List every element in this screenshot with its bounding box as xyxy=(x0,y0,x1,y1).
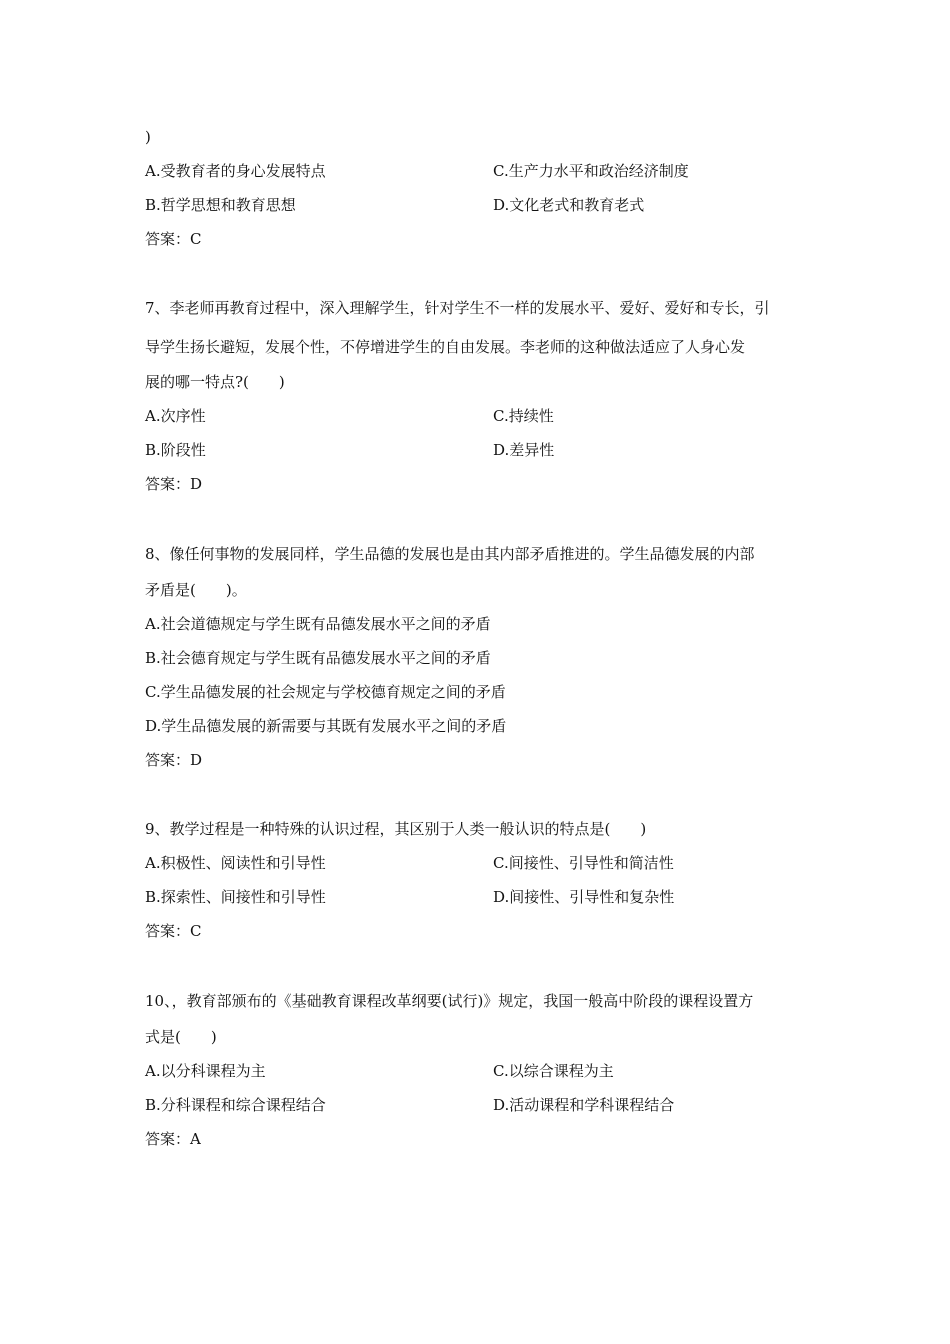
question-8-stem-line-2: 矛盾是( )。 xyxy=(145,581,247,599)
question-7-stem-line-2: 导学生扬长避短，发展个性，不停增进学生的自由发展。李老师的这种做法适应了人身心发 xyxy=(145,338,746,356)
question-6-stem-tail: ) xyxy=(145,128,151,146)
question-6-option-c: C.生产力水平和政治经济制度 xyxy=(493,162,689,180)
question-8-option-a: A.社会道德规定与学生既有品德发展水平之间的矛盾 xyxy=(145,615,491,633)
question-8-option-b: B.社会德育规定与学生既有品德发展水平之间的矛盾 xyxy=(145,649,491,667)
question-9-answer: 答案：C xyxy=(145,922,202,940)
question-7-option-a: A.次序性 xyxy=(145,407,206,425)
question-9-option-c: C.间接性、引导性和简洁性 xyxy=(493,854,674,872)
question-10-option-b: B.分科课程和综合课程结合 xyxy=(145,1096,326,1114)
question-7-stem-line-3: 展的哪一特点?( ) xyxy=(145,373,285,391)
question-10-stem-line-1: 10、，教育部颁布的《基础教育课程改革纲要(试行)》规定，我国一般高中阶段的课程设置方 xyxy=(145,992,754,1010)
question-7-answer: 答案：D xyxy=(145,475,203,493)
question-7-stem-line-1: 7、李老师再教育过程中，深入理解学生，针对学生不一样的发展水平、爱好、爱好和专长，引 xyxy=(145,299,770,317)
question-8-stem-line-1: 8、像任何事物的发展同样，学生品德的发展也是由其内部矛盾推进的。学生品德发展的内部 xyxy=(145,545,755,563)
question-10-answer: 答案：A xyxy=(145,1130,201,1148)
question-8-answer: 答案：D xyxy=(145,751,203,769)
question-10-stem-line-2: 式是( ) xyxy=(145,1028,217,1046)
question-6-option-d: D.文化老式和教育老式 xyxy=(493,196,645,214)
question-10-option-a: A.以分科课程为主 xyxy=(145,1062,266,1080)
question-9-option-b: B.探索性、间接性和引导性 xyxy=(145,888,326,906)
question-10-option-c: C.以综合课程为主 xyxy=(493,1062,614,1080)
question-6-option-a: A.受教育者的身心发展特点 xyxy=(145,162,326,180)
question-6-option-b: B.哲学思想和教育思想 xyxy=(145,196,296,214)
question-7-option-d: D.差异性 xyxy=(493,441,555,459)
question-9-option-a: A.积极性、阅读性和引导性 xyxy=(145,854,326,872)
question-6-answer: 答案：C xyxy=(145,230,202,248)
question-8-option-d: D.学生品德发展的新需要与其既有发展水平之间的矛盾 xyxy=(145,717,507,735)
question-7-option-b: B.阶段性 xyxy=(145,441,206,459)
question-8-option-c: C.学生品德发展的社会规定与学校德育规定之间的矛盾 xyxy=(145,683,506,701)
question-10-option-d: D.活动课程和学科课程结合 xyxy=(493,1096,675,1114)
question-9-stem-line-1: 9、教学过程是一种特殊的认识过程，其区别于人类一般认识的特点是( ) xyxy=(145,820,647,838)
question-7-option-c: C.持续性 xyxy=(493,407,554,425)
question-9-option-d: D.间接性、引导性和复杂性 xyxy=(493,888,675,906)
